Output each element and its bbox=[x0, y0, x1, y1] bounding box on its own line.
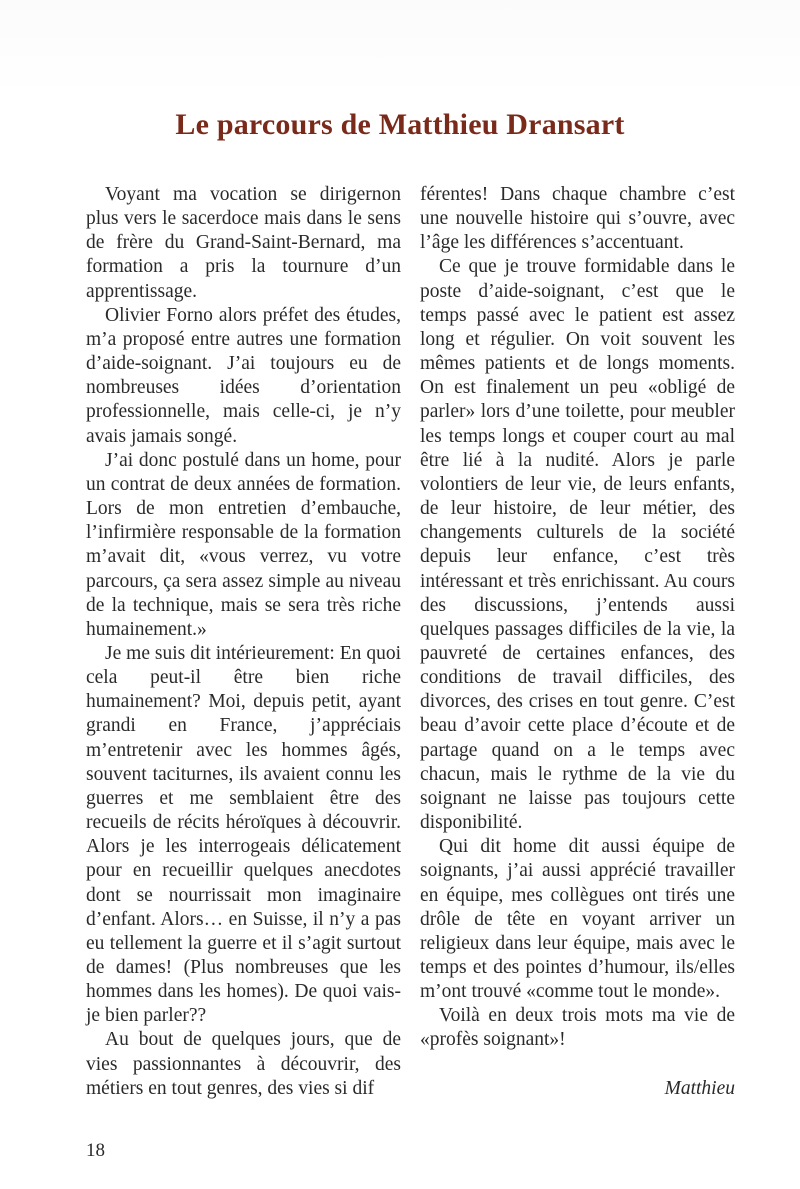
paragraph: Ce que je trouve formidable dans le poste d’aide-soignant, c’est que le temps passé avec le patient est assez long et régulier. On voit souvent les mêmes patients et de longs moments. On est finalement un peu «obligé de parler» lors d’une toilette, pour meubler les temps longs et couper court au mal être lié à la nudité. Alors je parle volontiers de leur vie, de leurs enfants, de leur histoire, de leur métier, des changements culturels de la société depuis leur enfance, c’est très intéressant et très enrichissant. Au cours des discussions, j’entends aussi quelques passages difficiles de la vie, la pauvreté de certaines enfances, des conditions de travail difficiles, des divorces, des crises en tout genre. C’est beau d’avoir cette place d’écoute et de partage quand on a le temps avec chacun, mais le rythme de la vie du soignant ne laisse pas toujours cette disponibilité. bbox=[420, 256, 735, 834]
paragraph: Olivier Forno alors préfet des études, m’a proposé entre autres une formation d’aide-soignant. J’ai toujours eu de nombreuses idées d’orientation professionnelle, mais celle-ci, je n’y avais jamais songé. bbox=[86, 304, 401, 447]
paragraph: Qui dit home dit aussi équipe de soignants, j’ai aussi apprécié travailler en équipe, mes collègues ont tirés une drôle de tête en voyant arriver un religieux dans leur équipe, mais avec le temps et des pointes d’humour, ils/elles m’ont trouvé «comme tout le monde». bbox=[420, 836, 735, 1003]
paragraph: Voilà en deux trois mots ma vie de «profès soignant»! bbox=[420, 1005, 735, 1051]
paragraph: férentes! Dans chaque chambre c’est une nouvelle histoire qui s’ouvre, avec l’âge les différences s’accentuant. bbox=[420, 184, 735, 254]
paragraph: Voyant ma vocation se dirigernon plus vers le sacerdoce mais dans le sens de frère du Grand-Saint-Bernard, ma formation a pris la tournure d’un apprentissage. bbox=[86, 184, 401, 302]
author-signature: Matthieu bbox=[664, 1077, 735, 1099]
paragraph: Au bout de quelques jours, que de vies passionnantes à découvrir, des métiers en tout genres, des vies si dif bbox=[86, 1029, 401, 1099]
article-title: Le parcours de Matthieu Dransart bbox=[175, 108, 625, 141]
left-column bbox=[86, 183, 401, 1101]
paragraph: Je me suis dit intérieurement: En quoi cela peut-il être bien riche humainement? Moi, depuis petit, ayant grandi en France, j’appréciais m’entretenir avec les hommes âgés, souvent taciturnes, ils avaient connu les guerres et me semblaient être des recueils de récits héroïques à découvrir. Alors je les interrogeais délicatement pour en recueillir quelques anecdotes dont se nourrissait mon imaginaire d’enfant. Alors… en Suisse, il n’y a pas eu tellement la guerre et il s’agit surtout de dames! (Plus nombreuses que les hommes dans les homes). De quoi vais-je bien parler?? bbox=[86, 642, 401, 1027]
page-number: 18 bbox=[86, 1140, 105, 1161]
paragraph: J’ai donc postulé dans un home, pour un contrat de deux années de formation. Lors de mon entretien d’embauche, l’infirmière responsable de la formation m’avait dit, «vous verrez, vu votre parcours, ça sera assez simple au niveau de la technique, mais se sera très riche humainement.» bbox=[86, 449, 401, 640]
right-column bbox=[420, 183, 735, 1101]
